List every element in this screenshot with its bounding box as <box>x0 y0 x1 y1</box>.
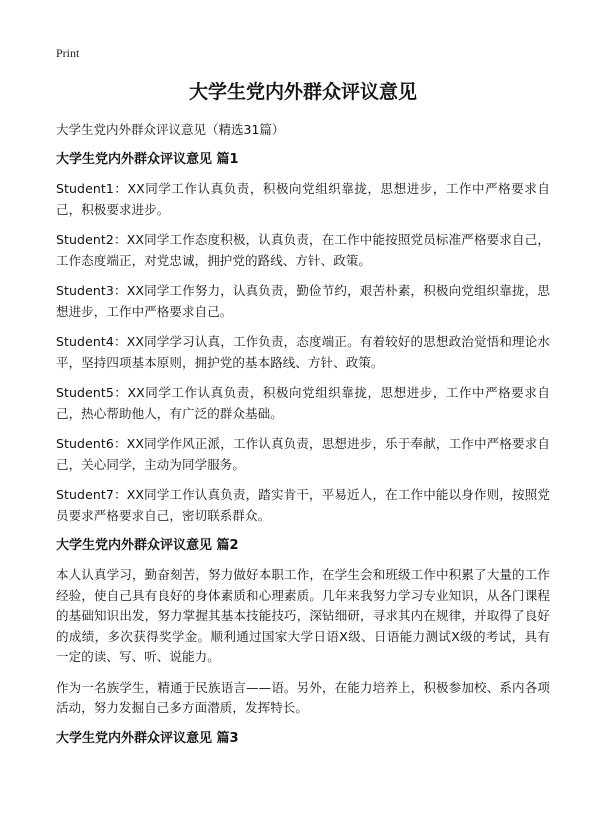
paragraph: Student2：XX同学工作态度积极，认真负责，在工作中能按照党员标准严格要求自己，工作态度端正，对党忠诚，拥护党的路线、方针、政策。 <box>56 232 550 268</box>
paragraph: Student3：XX同学工作努力，认真负责，勤俭节约，艰苦朴素，积极向党组织靠拢，思想进步，工作中严格要求自己。 <box>56 283 550 319</box>
section-heading: 大学生党内外群众评议意见 篇3 <box>56 730 239 746</box>
section-2 <box>56 536 550 719</box>
paragraph: Student1：XX同学工作认真负责，积极向党组织靠拢，思想进步，工作中严格要求自己，积极要求进步。 <box>56 181 550 217</box>
paragraph: Student7：XX同学工作认真负责，踏实肯干，平易近人，在工作中能以身作则，按照党员要求严格要求自己，密切联系群众。 <box>56 487 550 523</box>
section-3 <box>56 729 550 749</box>
paragraph: 本人认真学习，勤奋刻苦，努力做好本职工作，在学生会和班级工作中积累了大量的工作经验，使自己具有良好的身体素质和心理素质。几年来我努力学习专业知识，从各门课程的基础知识出发，努力掌握其基本技能技巧，深钻细研，寻求其内在规律，并取得了良好的成绩，多次获得奖学金。顺利通过国家大学日语X级、日语能力测试X级的考试，具有一定的读、写、听、说能力。 <box>56 567 550 664</box>
print-link[interactable]: Print <box>56 46 80 60</box>
paragraph: Student6：XX同学作风正派，工作认真负责，思想进步，乐于奉献，工作中严格要求自己，关心同学，主动为同学服务。 <box>56 436 550 472</box>
page-title: 大学生党内外群众评议意见 <box>188 81 417 103</box>
intro-text: 大学生党内外群众评议意见（精选31篇） <box>56 122 285 137</box>
document-page <box>56 44 550 758</box>
paragraph: 作为一名族学生，精通于民族语言——语。另外，在能力培养上，积极参加校、系内各项活动，努力发掘自己多方面潜质，发挥特长。 <box>56 679 550 715</box>
section-1 <box>56 150 550 526</box>
paragraph: Student5：XX同学工作认真负责，积极向党组织靠拢，思想进步，工作中严格要求自己，热心帮助他人，有广泛的群众基础。 <box>56 385 550 421</box>
section-heading: 大学生党内外群众评议意见 篇2 <box>56 538 239 553</box>
section-heading: 大学生党内外群众评议意见 篇1 <box>56 152 239 167</box>
paragraph: Student4：XX同学学习认真，工作负责，态度端正。有着较好的思想政治觉悟和理论水平，坚持四项基本原则，拥护党的基本路线、方针、政策。 <box>56 334 550 370</box>
